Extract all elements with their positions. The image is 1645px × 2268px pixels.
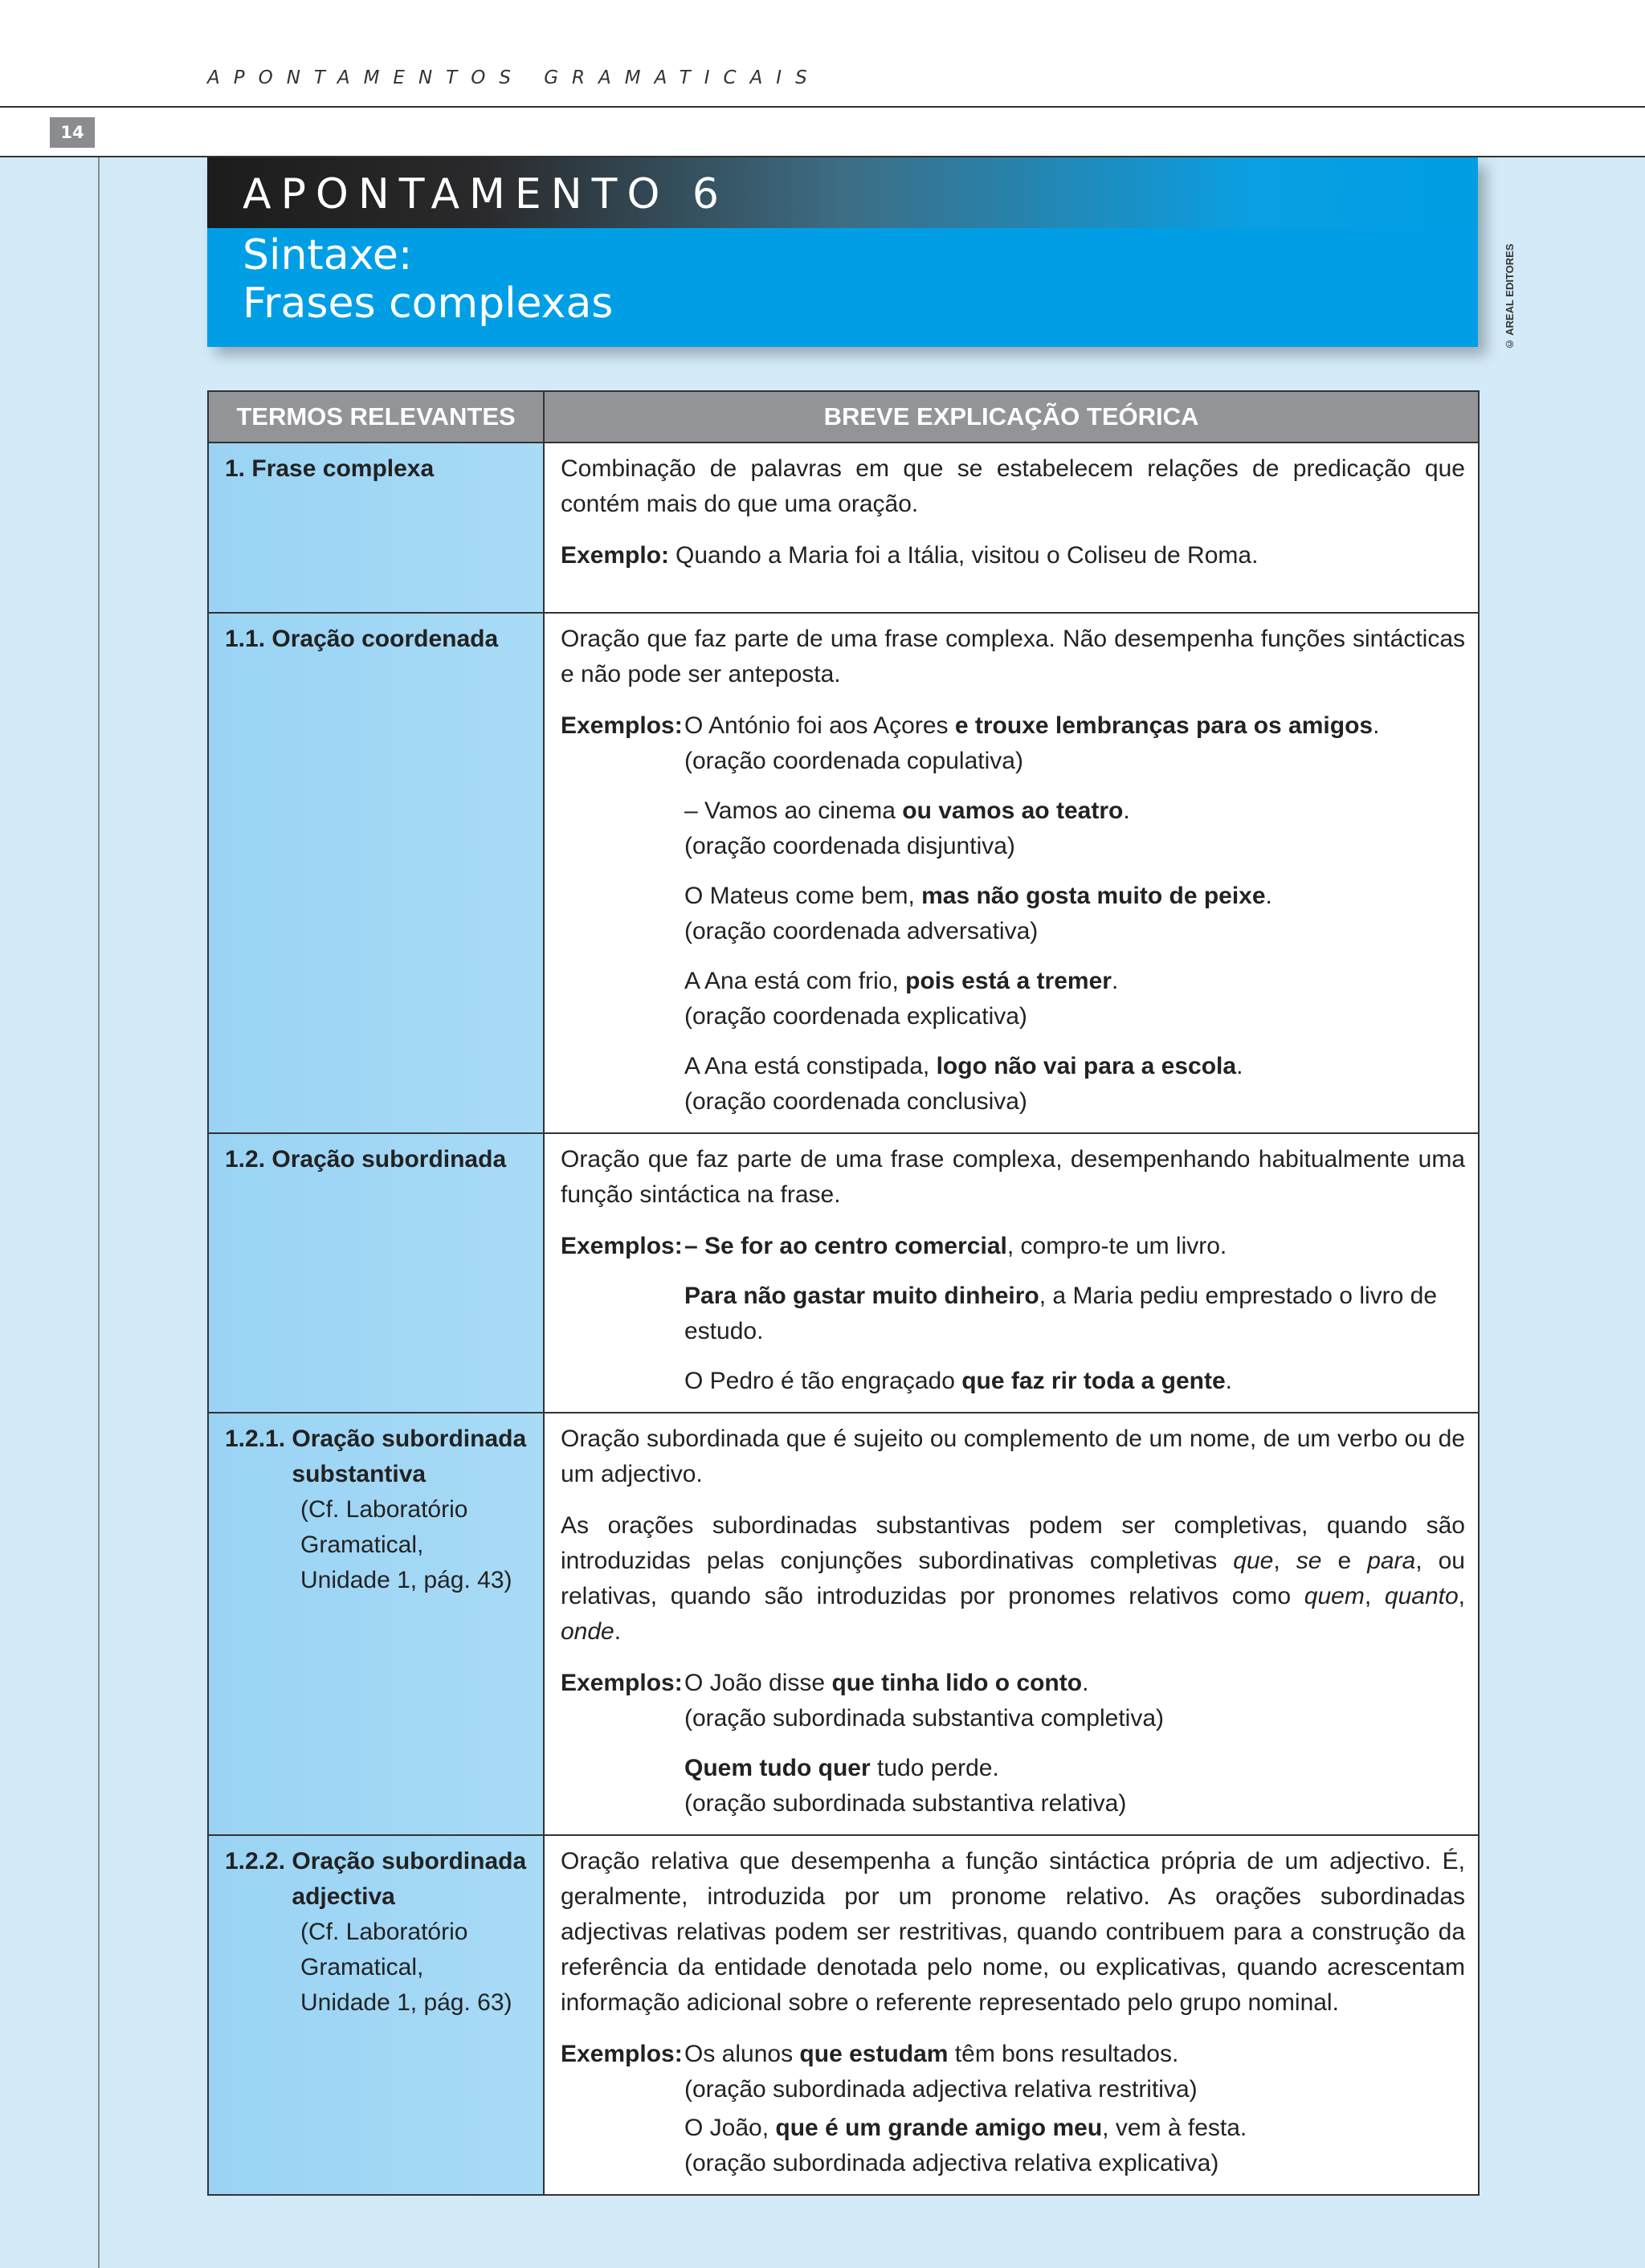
example-text: . — [1265, 883, 1272, 909]
example-text: . — [1082, 1670, 1089, 1696]
definition: Oração que faz parte de uma frase complexa, desempenhando habitualmente uma função sintáctica na frase. — [561, 1146, 1465, 1208]
example-label: Exemplo: — [561, 542, 670, 569]
example-text: A Ana está com frio, — [684, 968, 906, 994]
term-cell — [208, 443, 544, 613]
running-header: APONTAMENTOS GRAMATICAIS — [207, 67, 821, 88]
example-text: – Vamos ao cinema — [684, 797, 903, 824]
definition: Combinação de palavras em que se estabelecem relações de predicação que contém mais do que uma oração. — [561, 455, 1465, 517]
example-highlight: logo não vai para a escola — [936, 1053, 1237, 1079]
term-title — [225, 1142, 535, 1177]
example-label: Exemplos: — [561, 712, 683, 739]
example-text: O Pedro é tão engraçado — [684, 1368, 962, 1394]
term-number: 1.2.2. — [225, 1848, 286, 1874]
definition: Oração subordinada que é sujeito ou complemento de um nome, de um verbo ou de um adjectivo. — [561, 1426, 1465, 1487]
column-header-explanation: BREVE EXPLICAÇÃO TEÓRICA — [544, 391, 1479, 443]
example-highlight: Se for ao centro comercial — [704, 1233, 1007, 1259]
example-text: . — [1225, 1368, 1232, 1394]
term-number: 1. — [225, 455, 246, 482]
term-name: Frase complexa — [251, 455, 435, 482]
example-item — [684, 964, 1465, 1034]
explanation-cell — [544, 1835, 1479, 2195]
example-note: (oração subordinada substantiva completiva) — [684, 1705, 1164, 1732]
example-highlight: ou vamos ao teatro — [902, 797, 1124, 824]
term-cell — [208, 1133, 544, 1413]
example-highlight: que tinha lido o conto — [831, 1670, 1083, 1696]
example-text: O João disse — [684, 1670, 832, 1696]
example-block — [561, 2037, 1465, 2181]
example-item — [684, 1751, 1465, 1821]
subtitle-line-1: Sintaxe: — [243, 231, 413, 279]
example-note: (oração coordenada explicativa) — [684, 1003, 1027, 1030]
example-item — [684, 708, 1465, 779]
term-title — [225, 1422, 535, 1492]
example-text: Quando a Maria foi a Itália, visitou o Coliseu de Roma. — [676, 542, 1259, 569]
title-box — [207, 157, 1478, 347]
table-header-row — [208, 391, 1479, 443]
example-item — [684, 2037, 1465, 2107]
example-item — [684, 793, 1465, 864]
example-item — [684, 879, 1465, 949]
example-highlight: que é um grande amigo meu — [775, 2115, 1103, 2141]
table-row — [208, 1835, 1479, 2195]
subtitle-band — [207, 228, 1478, 347]
explanation-cell — [544, 613, 1479, 1133]
example-text: . — [1123, 797, 1130, 824]
example-highlight: e trouxe lembranças para os amigos — [954, 712, 1374, 739]
term-name: Oração subordinada substantiva — [292, 1426, 527, 1487]
term-number: 1.2. — [225, 1146, 266, 1173]
term-number: 1.1. — [225, 626, 266, 652]
example-item — [684, 1049, 1465, 1120]
reference-line: Gramatical, — [300, 1532, 424, 1558]
example-block — [561, 1229, 1465, 1399]
example-label: Exemplos: — [561, 2041, 683, 2067]
term-number: 1.2.1. — [225, 1426, 286, 1452]
reference-line: Unidade 1, pág. 63) — [300, 1989, 512, 2016]
title-band — [207, 157, 1478, 228]
example-highlight: mas não gosta muito de peixe — [921, 883, 1266, 909]
example-text: O João, — [684, 2115, 776, 2141]
example-item — [684, 1279, 1465, 1349]
example-label: Exemplos: — [561, 1233, 683, 1259]
example-text: . — [1236, 1053, 1243, 1079]
example-highlight: Para não gastar muito dinheiro — [684, 1283, 1039, 1309]
example-highlight: – — [684, 1233, 705, 1259]
term-name: Oração subordinada adjectiva — [292, 1848, 527, 1910]
definition: Oração que faz parte de uma frase complexa. Não desempenha funções sintácticas e não pode ser anteposta. — [561, 626, 1465, 687]
example-block — [561, 708, 1465, 1120]
term-reference — [225, 1492, 535, 1598]
example-text: . — [1111, 968, 1119, 994]
term-cell — [208, 1413, 544, 1835]
example-block — [561, 1666, 1465, 1821]
term-name: Oração coordenada — [271, 626, 499, 652]
example-item — [684, 1364, 1465, 1399]
page-number: 14 — [50, 117, 95, 148]
header-rule — [0, 106, 1645, 108]
example-highlight: que estudam — [799, 2041, 949, 2067]
term-name: Oração subordinada — [271, 1146, 507, 1173]
example-item — [684, 1229, 1465, 1264]
column-header-terms: TERMOS RELEVANTES — [208, 391, 544, 443]
example-text: , vem à festa. — [1102, 2115, 1247, 2141]
example-text: A Ana está constipada, — [684, 1053, 937, 1079]
example-note: (oração subordinada substantiva relativa) — [684, 1790, 1127, 1817]
example-text: O Mateus come bem, — [684, 883, 922, 909]
example-text: tudo perde. — [870, 1755, 999, 1781]
subtitle-line-2: Frases complexas — [243, 279, 614, 328]
example-list — [684, 1666, 1465, 1821]
example-text: O António foi aos Açores — [684, 712, 955, 739]
example-note: (oração coordenada conclusiva) — [684, 1088, 1027, 1115]
example-note: (oração subordinada adjectiva relativa explicativa) — [684, 2150, 1219, 2176]
reference-line: (Cf. Laboratório — [300, 1919, 468, 1945]
example-text: , a Maria pediu emprestado o livro de estudo. — [684, 1283, 1438, 1344]
example-item — [684, 1666, 1465, 1736]
example-text: têm bons resultados. — [948, 2041, 1179, 2067]
reference-line: (Cf. Laboratório — [300, 1496, 468, 1523]
terms-table — [207, 390, 1480, 2196]
copyright-note: © AREAL EDITORES — [1504, 243, 1516, 350]
explanation-cell — [544, 1133, 1479, 1413]
term-title — [225, 1844, 535, 1915]
term-reference — [225, 1915, 535, 2021]
definition: Oração relativa que desempenha a função sintáctica própria de um adjectivo. É, geralmente, introduzida por um pronome relativo. As orações subordinadas adjectivas relativas podem ser restritivas, quando contribuem para a construção da referência da entidade denotada pelo nome, ou explicativas, quando acrescentam informação adicional sobre o referente representado pelo grupo nominal. — [561, 1848, 1465, 2016]
example-highlight: Quem tudo quer — [684, 1755, 871, 1781]
term-title — [225, 451, 535, 487]
example-list — [684, 2037, 1465, 2181]
reference-line: Unidade 1, pág. 43) — [300, 1567, 512, 1593]
table-row — [208, 613, 1479, 1133]
definition-detail: As orações subordinadas substantivas podem ser completivas, quando são introduzidas pelas conjunções subordinativas completivas que, se e para, ou relativas, quando são introduzidas por pronomes relativos como quem, quanto, onde. — [561, 1512, 1465, 1645]
explanation-cell — [544, 443, 1479, 613]
example-item — [684, 2111, 1465, 2181]
term-cell — [208, 1835, 544, 2195]
margin-line — [98, 157, 100, 2268]
example-block — [561, 538, 1465, 573]
example-text: , compro-te um livro. — [1006, 1233, 1227, 1259]
example-note: (oração subordinada adjectiva relativa restritiva) — [684, 2076, 1198, 2103]
example-list — [684, 1229, 1465, 1399]
section-label: APONTAMENTO 6 — [243, 170, 729, 218]
example-text: Os alunos — [684, 2041, 800, 2067]
reference-line: Gramatical, — [300, 1954, 424, 1980]
example-note: (oração coordenada copulativa) — [684, 748, 1023, 774]
example-note: (oração coordenada disjuntiva) — [684, 833, 1015, 859]
table-row — [208, 443, 1479, 613]
table-row — [208, 1413, 1479, 1835]
example-text: . — [1373, 712, 1380, 739]
example-label: Exemplos: — [561, 1670, 683, 1696]
explanation-cell — [544, 1413, 1479, 1835]
term-title — [225, 622, 535, 657]
example-note: (oração coordenada adversativa) — [684, 918, 1039, 944]
term-cell — [208, 613, 544, 1133]
table-row — [208, 1133, 1479, 1413]
example-highlight: que faz rir toda a gente — [961, 1368, 1226, 1394]
example-list — [684, 708, 1465, 1120]
example-highlight: pois está a tremer — [905, 968, 1112, 994]
